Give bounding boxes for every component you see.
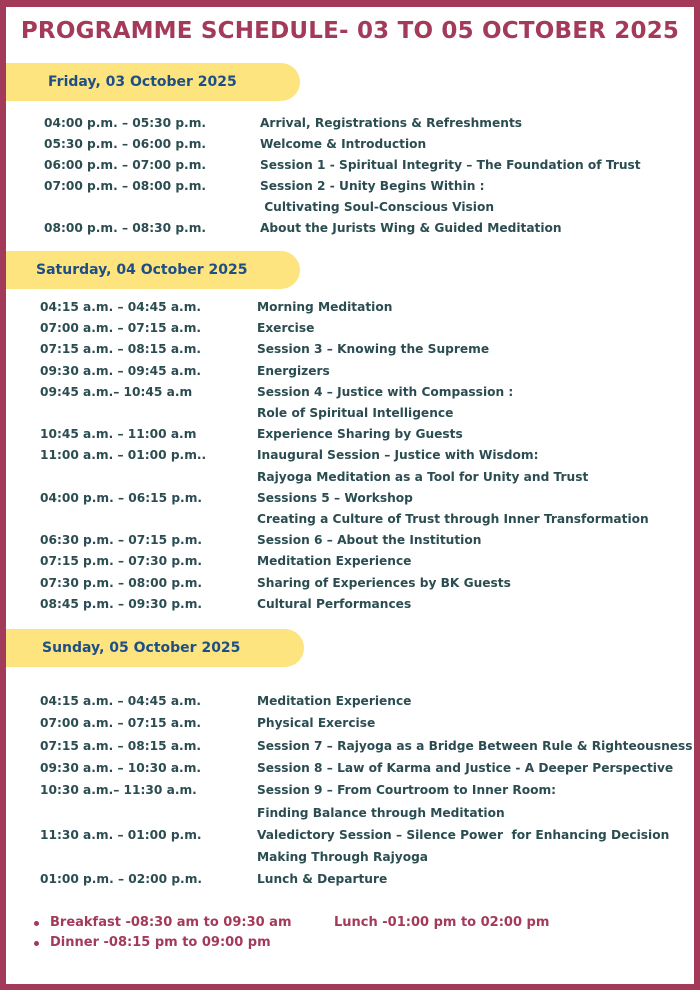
row-event: Sessions 5 – Workshop	[257, 490, 413, 505]
row-time: 04:00 p.m. – 06:15 p.m.	[40, 490, 203, 505]
row-event: Making Through Rajyoga	[257, 850, 429, 865]
row-event: Session 6 – About the Institution	[257, 533, 482, 548]
row-event: Creating a Culture of Trust through Inner Transformation	[257, 512, 649, 526]
row-event: Session 2 - Unity Begins Within :	[260, 179, 485, 193]
row-event: Session 9 – From Courtroom to Inner Room:	[257, 783, 557, 798]
row-time: 07:15 a.m. – 08:15 a.m.	[40, 342, 202, 357]
row-event: Valedictory Session – Silence Power for Enhancing Decision	[257, 827, 670, 842]
lunch-time: Lunch -01:00 pm to 02:00 pm	[334, 915, 550, 930]
breakfast-time: Breakfast -08:30 am to 09:30 am	[50, 915, 292, 930]
row-time: 09:30 a.m. – 09:45 a.m.	[40, 363, 202, 378]
row-event: Role of Spiritual Intelligence	[257, 406, 454, 420]
row-time: 08:45 p.m. – 09:30 p.m.	[40, 596, 203, 611]
row-time: 07:15 p.m. – 07:30 p.m.	[40, 554, 203, 569]
row-time: 04:15 a.m. – 04:45 a.m.	[40, 694, 202, 708]
row-event: Finding Balance through Meditation	[257, 805, 505, 820]
row-event: Session 7 – Rajyoga as a Bridge Between Rule & Righteousness	[257, 738, 693, 753]
row-time: 08:00 p.m. – 08:30 p.m.	[44, 221, 207, 235]
row-time: 06:00 p.m. – 07:00 p.m.	[44, 158, 207, 172]
row-event: Welcome & Introduction	[260, 137, 427, 151]
row-time: 07:00 a.m. – 07:15 a.m.	[40, 321, 202, 336]
row-event: Session 3 – Knowing the Supreme	[257, 342, 490, 357]
row-event: Meditation Experience	[257, 694, 412, 708]
row-event: Cultural Performances	[257, 596, 412, 611]
bullet-icon	[34, 921, 39, 926]
row-event: Session 8 – Law of Karma and Justice - A Deeper Perspective	[257, 760, 674, 775]
bullet-icon	[34, 941, 39, 946]
day-header-sunday: Sunday, 05 October 2025	[6, 629, 304, 667]
row-time: 10:30 a.m.– 11:30 a.m.	[40, 783, 197, 798]
row-time: 06:30 p.m. – 07:15 p.m.	[40, 533, 203, 548]
row-time: 07:00 p.m. – 08:00 p.m.	[44, 179, 207, 193]
row-event: Energizers	[257, 363, 330, 378]
row-time: 09:30 a.m. – 10:30 a.m.	[40, 760, 202, 775]
row-event: Exercise	[257, 321, 315, 336]
row-event: Session 1 - Spiritual Integrity – The Foundation of Trust	[260, 158, 641, 172]
row-time: 11:30 a.m. – 01:00 p.m.	[40, 827, 202, 842]
row-time: 04:00 p.m. – 05:30 p.m.	[44, 116, 207, 130]
row-event: About the Jurists Wing & Guided Meditation	[260, 221, 562, 235]
row-event: Arrival, Registrations & Refreshments	[260, 116, 523, 130]
row-time: 09:45 a.m.– 10:45 a.m	[40, 384, 193, 399]
page-title: PROGRAMME SCHEDULE- 03 TO 05 OCTOBER 2025	[20, 18, 680, 44]
row-event: Morning Meditation	[257, 300, 393, 314]
row-event: Rajyoga Meditation as a Tool for Unity and Trust	[257, 469, 589, 484]
row-time: 07:30 p.m. – 08:00 p.m.	[40, 575, 203, 590]
row-event: Experience Sharing by Guests	[257, 427, 463, 442]
row-time: 07:15 a.m. – 08:15 a.m.	[40, 738, 202, 753]
row-event: Inaugural Session – Justice with Wisdom:	[257, 448, 539, 463]
row-time: 11:00 a.m. – 01:00 p.m..	[40, 448, 207, 463]
day-header-saturday: Saturday, 04 October 2025	[6, 251, 300, 289]
row-event: Meditation Experience	[257, 554, 412, 569]
row-time: 07:00 a.m. – 07:15 a.m.	[40, 716, 202, 731]
row-time: 01:00 p.m. – 02:00 p.m.	[40, 872, 203, 887]
day-header-friday: Friday, 03 October 2025	[6, 63, 300, 101]
row-time: 04:15 a.m. – 04:45 a.m.	[40, 300, 202, 314]
row-time: 05:30 p.m. – 06:00 p.m.	[44, 137, 207, 151]
row-event: Lunch & Departure	[257, 872, 388, 887]
row-event: Physical Exercise	[257, 716, 376, 731]
row-event: Session 4 – Justice with Compassion :	[257, 384, 514, 399]
dinner-time: Dinner -08:15 pm to 09:00 pm	[50, 935, 271, 950]
row-event: Sharing of Experiences by BK Guests	[257, 575, 511, 590]
row-time: 10:45 a.m. – 11:00 a.m	[40, 427, 197, 442]
row-event: Cultivating Soul-Conscious Vision	[260, 200, 494, 214]
